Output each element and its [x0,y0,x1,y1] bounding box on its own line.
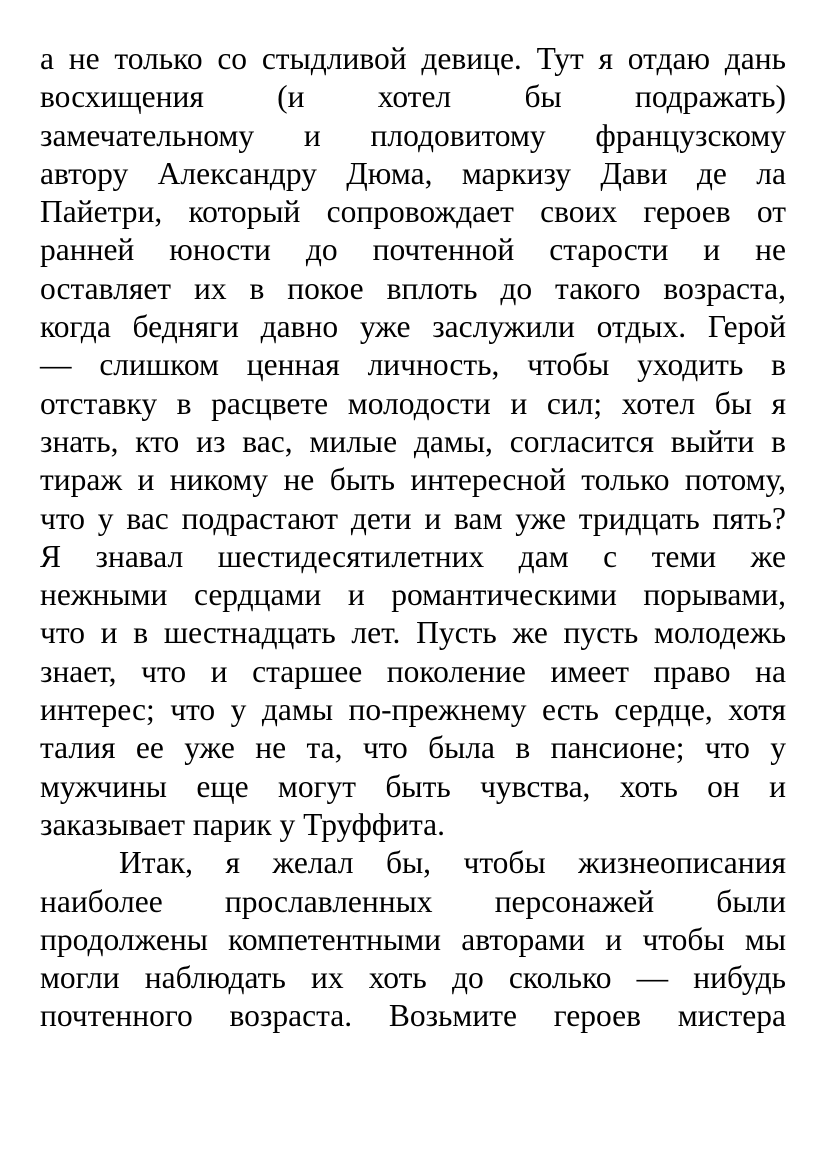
text-line: Пайетри, который сопровождает своих героев от [40,194,786,230]
text-line: заказывает парик у Труффита. [40,806,445,842]
text-line: отставку в расцвете молодости и сил; хотел бы я [40,385,786,421]
text-line: ранней юности до почтенной старости и не [40,232,786,268]
text-line: продолжены компетентными авторами и чтобы мы [40,921,786,957]
text-line: Я знавал шестидесятилетних дам с теми же [40,538,786,574]
text-line: знает, что и старшее поколение имеет право на [40,653,786,689]
text-line: интерес; что у дамы по-прежнему есть сердце, хотя [40,692,786,728]
text-line: мужчины еще могут быть чувства, хоть он и [40,768,786,804]
page-text [40,40,786,1036]
text-line: тираж и никому не быть интересной только потому, [40,462,786,498]
paragraph-1 [40,40,786,844]
text-line: восхищения (и хотел бы подражать) [40,79,786,115]
text-line: что и в шестнадцать лет. Пусть же пусть молодежь [40,615,786,651]
text-line: а не только со стыдливой девице. Тут я отдаю дань [40,41,786,76]
text-line: — слишком ценная личность, чтобы уходить в [40,347,786,383]
text-line: почтенного возраста. Возьмите героев мистера [40,998,786,1034]
paragraph-2 [40,844,786,1035]
text-line: Итак, я желал бы, чтобы жизнеописания [119,845,786,881]
text-line: наиболее прославленных персонажей были [40,883,786,919]
text-line: когда бедняги давно уже заслужили отдых. Герой [40,309,786,345]
text-line: что у вас подрастают дети и вам уже тридцать пять? [40,500,786,536]
text-line: автору Александру Дюма, маркизу Дави де ла [40,155,786,191]
text-line: знать, кто из вас, милые дамы, согласится выйти в [40,423,786,459]
text-line: нежными сердцами и романтическими порывами, [40,577,786,613]
text-line: талия ее уже не та, что была в пансионе; что у [40,730,786,766]
text-line: оставляет их в покое вплоть до такого возраста, [40,270,786,306]
text-line: могли наблюдать их хоть до сколько — нибудь [40,960,786,996]
text-line: замечательному и плодовитому французскому [40,117,786,153]
